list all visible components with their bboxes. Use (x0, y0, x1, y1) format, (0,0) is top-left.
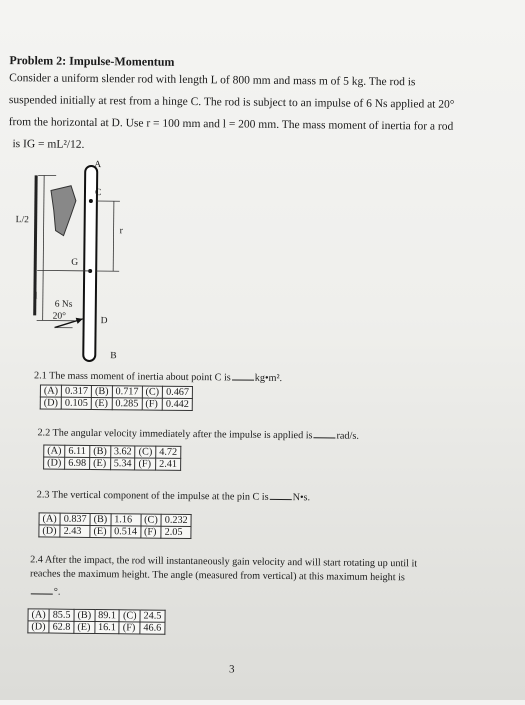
question-2-1-unit: kg•m². (255, 373, 282, 384)
option-value: 16.1 (94, 622, 119, 634)
option-value: 2.41 (156, 458, 181, 470)
option-value: 0.232 (161, 514, 191, 526)
option-letter: (C) (141, 514, 162, 526)
option-value: 2.05 (161, 526, 191, 538)
answer-blank (314, 428, 336, 438)
option-value: 6.11 (65, 445, 90, 457)
option-value: 1.16 (111, 514, 141, 526)
question-2-3-unit: N•s. (293, 492, 311, 503)
option-letter: (F) (119, 622, 140, 634)
question-2-1 (34, 368, 282, 384)
label-r: r (120, 227, 123, 237)
option-value: 0.717 (112, 386, 142, 398)
question-2-2 (37, 425, 359, 442)
question-2-3-text: 2.3 The vertical component of the impulse at the pin C is (37, 489, 269, 502)
answer-blank (31, 584, 53, 594)
option-letter: (E) (90, 457, 111, 469)
options-row (40, 397, 192, 411)
option-value: 0.285 (112, 398, 142, 410)
problem-title: Problem 2: Impulse-Momentum (9, 54, 174, 68)
problem-line-3: from the horizontal at D. Use r = 100 mm and l = 200 mm. The mass moment of inertia for a rod (9, 117, 454, 133)
option-value: 3.62 (110, 446, 135, 458)
option-letter: (C) (135, 446, 156, 458)
question-2-4-line-2: reaches the maximum height. The angle (measured from vertical) at this maximum height is (30, 569, 405, 583)
option-letter: (F) (135, 458, 156, 470)
option-letter: (C) (142, 386, 163, 398)
options-table-2-4 (27, 608, 165, 634)
option-letter: (F) (142, 398, 163, 410)
option-value: 0.514 (111, 526, 141, 538)
option-letter: (E) (91, 397, 112, 409)
option-letter: (D) (40, 397, 61, 409)
rod-diagram-svg (14, 160, 156, 366)
answer-blank (232, 370, 254, 380)
option-letter: (A) (40, 385, 61, 397)
question-2-2-unit: rad/s. (336, 431, 358, 442)
options-row (44, 457, 181, 470)
label-L2: L/2 (16, 216, 29, 226)
question-2-3 (37, 487, 310, 503)
question-2-2-text: 2.2 The angular velocity immediately after the impulse is applied is (37, 427, 312, 441)
question-2-4-line-3 (30, 584, 61, 598)
option-letter: (A) (39, 513, 60, 525)
option-value: 5.34 (110, 458, 135, 470)
option-value: 46.6 (140, 622, 165, 634)
problem-line-1: Consider a uniform slender rod with length L of 800 mm and mass m of 5 kg. The rod is (9, 73, 415, 89)
option-value: 0.105 (61, 397, 91, 409)
option-letter: (B) (90, 445, 111, 457)
options-table-2-2 (43, 444, 181, 470)
option-letter: (C) (119, 610, 140, 622)
question-2-1-text: 2.1 The mass moment of inertia about point C is (34, 370, 231, 383)
question-2-4-line-1: 2.4 After the impact, the rod will instantaneously gain velocity and will start rotating up until it (30, 555, 417, 569)
option-letter: (B) (90, 513, 111, 525)
options-row (39, 525, 191, 539)
option-letter: (D) (39, 525, 60, 537)
option-letter: (F) (140, 526, 161, 538)
option-letter: (D) (28, 621, 49, 633)
options-table-2-1 (40, 384, 193, 411)
problem-line-4: is IG = mL²/12. (12, 139, 84, 151)
label-C: C (95, 189, 101, 199)
option-value: 0.837 (60, 513, 90, 525)
option-letter: (D) (44, 457, 65, 469)
option-value: 4.72 (156, 446, 181, 458)
label-A: A (94, 161, 101, 171)
options-row (28, 621, 165, 634)
option-letter: (A) (44, 445, 65, 457)
option-letter: (E) (74, 621, 95, 633)
option-value: 2.43 (60, 525, 90, 537)
option-value: 0.467 (163, 386, 193, 398)
option-letter: (B) (91, 385, 112, 397)
label-angle: 20° (53, 313, 66, 323)
page-number: 3 (229, 664, 235, 675)
option-value: 89.1 (95, 610, 120, 622)
options-table-2-3 (38, 512, 191, 539)
question-2-4-unit: °. (54, 587, 61, 598)
label-B: B (110, 352, 116, 362)
option-value: 6.98 (65, 457, 90, 469)
option-value: 62.8 (49, 621, 74, 633)
label-impulse: 6 Ns (55, 301, 73, 311)
option-letter: (A) (28, 609, 49, 621)
option-value: 0.442 (162, 398, 192, 410)
answer-blank (270, 490, 292, 500)
label-D: D (101, 317, 108, 327)
option-letter: (E) (90, 525, 111, 537)
label-l: l (35, 292, 38, 302)
option-value: 0.317 (62, 385, 92, 397)
problem-line-2: suspended initially at rest from a hinge C. The rod is subject to an impulse of 6 Ns applied at 20° (9, 95, 455, 111)
rod-diagram (14, 160, 156, 366)
option-value: 24.5 (140, 610, 165, 622)
label-G: G (71, 259, 78, 269)
option-letter: (B) (74, 609, 95, 621)
option-value: 85.5 (49, 609, 74, 621)
